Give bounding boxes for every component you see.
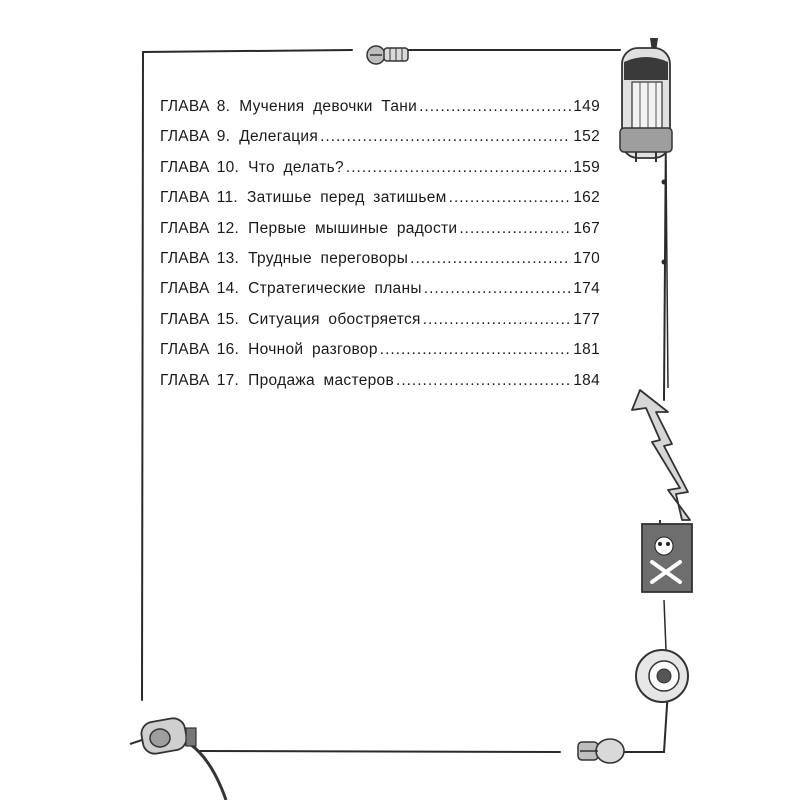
chapter-word: ГЛАВА: [160, 249, 210, 267]
page-number: 167: [573, 219, 600, 237]
chapter-word: ГЛАВА: [160, 219, 210, 237]
chapter-word: ГЛАВА: [160, 98, 210, 115]
lightning-arrow-icon: [632, 390, 690, 520]
page-number: 149: [573, 98, 600, 115]
page-number: 174: [573, 280, 600, 298]
dot-leader: [346, 159, 571, 177]
chapter-number: 13.: [216, 249, 240, 267]
chapter-title: Мучения девочки Тани: [239, 98, 418, 115]
page-number: 162: [573, 189, 600, 207]
page-number: 152: [573, 128, 600, 146]
chapter-title: Продажа мастеров: [248, 371, 395, 389]
chapter-title: Первые мышиные радости: [248, 219, 458, 237]
chapter-title: Затишье перед затишьем: [247, 189, 447, 207]
toc-entry: [160, 220, 600, 250]
dot-leader: [459, 220, 571, 238]
toc-entry: [160, 189, 600, 219]
chapter-word: ГЛАВА: [160, 158, 210, 176]
chapter-title: Стратегические планы: [248, 280, 422, 298]
page-number: 181: [573, 341, 600, 359]
table-of-contents: [160, 98, 600, 402]
chapter-number: 11.: [216, 189, 238, 207]
dot-leader: [410, 250, 571, 268]
chapter-word: ГЛАВА: [160, 371, 210, 389]
toc-entry: [160, 98, 600, 128]
toc-entry: [160, 159, 600, 189]
dot-leader: [424, 280, 571, 298]
chapter-number: 15.: [216, 310, 240, 328]
dot-leader: [419, 98, 571, 116]
toc-entry: [160, 128, 600, 158]
chapter-title: Ночной разговор: [248, 341, 378, 359]
toc-entry: [160, 250, 600, 280]
toc-entry: [160, 372, 600, 402]
chapter-number: 17.: [216, 371, 240, 389]
chapter-title: Ситуация обостряется: [248, 310, 421, 328]
chapter-word: ГЛАВА: [160, 341, 210, 359]
dot-leader: [423, 311, 572, 329]
chapter-number: 8.: [216, 98, 231, 115]
push-pin-icon: [578, 739, 624, 763]
chapter-number: 12.: [216, 219, 240, 237]
chapter-number: 16.: [216, 341, 240, 359]
chapter-number: 14.: [216, 280, 240, 298]
chapter-number: 10.: [216, 158, 240, 176]
page-number: 170: [573, 249, 600, 267]
toc-entry: [160, 280, 600, 310]
page-number: 184: [573, 371, 600, 389]
chapter-title: Трудные переговоры: [248, 249, 409, 267]
toc-entry: [160, 311, 600, 341]
page-number: 177: [573, 310, 600, 328]
chapter-title: Что делать?: [248, 158, 344, 176]
chapter-word: ГЛАВА: [160, 310, 210, 328]
chapter-word: ГЛАВА: [160, 128, 210, 146]
dot-leader: [396, 372, 571, 390]
dot-leader: [449, 189, 572, 207]
button-disc-icon: [636, 650, 688, 702]
chapter-word: ГЛАВА: [160, 189, 210, 207]
chapter-word: ГЛАВА: [160, 280, 210, 298]
page-number: 159: [573, 158, 600, 176]
skull-crossbones-sign-icon: [642, 520, 692, 592]
chapter-number: 9.: [216, 128, 231, 146]
chapter-title: Делегация: [239, 128, 319, 146]
screw-icon: [367, 46, 408, 64]
toc-entry: [160, 341, 600, 371]
plug-cable-icon: [130, 716, 226, 800]
dot-leader: [380, 341, 571, 359]
radio-tube-icon: [620, 38, 672, 162]
dot-leader: [320, 128, 571, 146]
